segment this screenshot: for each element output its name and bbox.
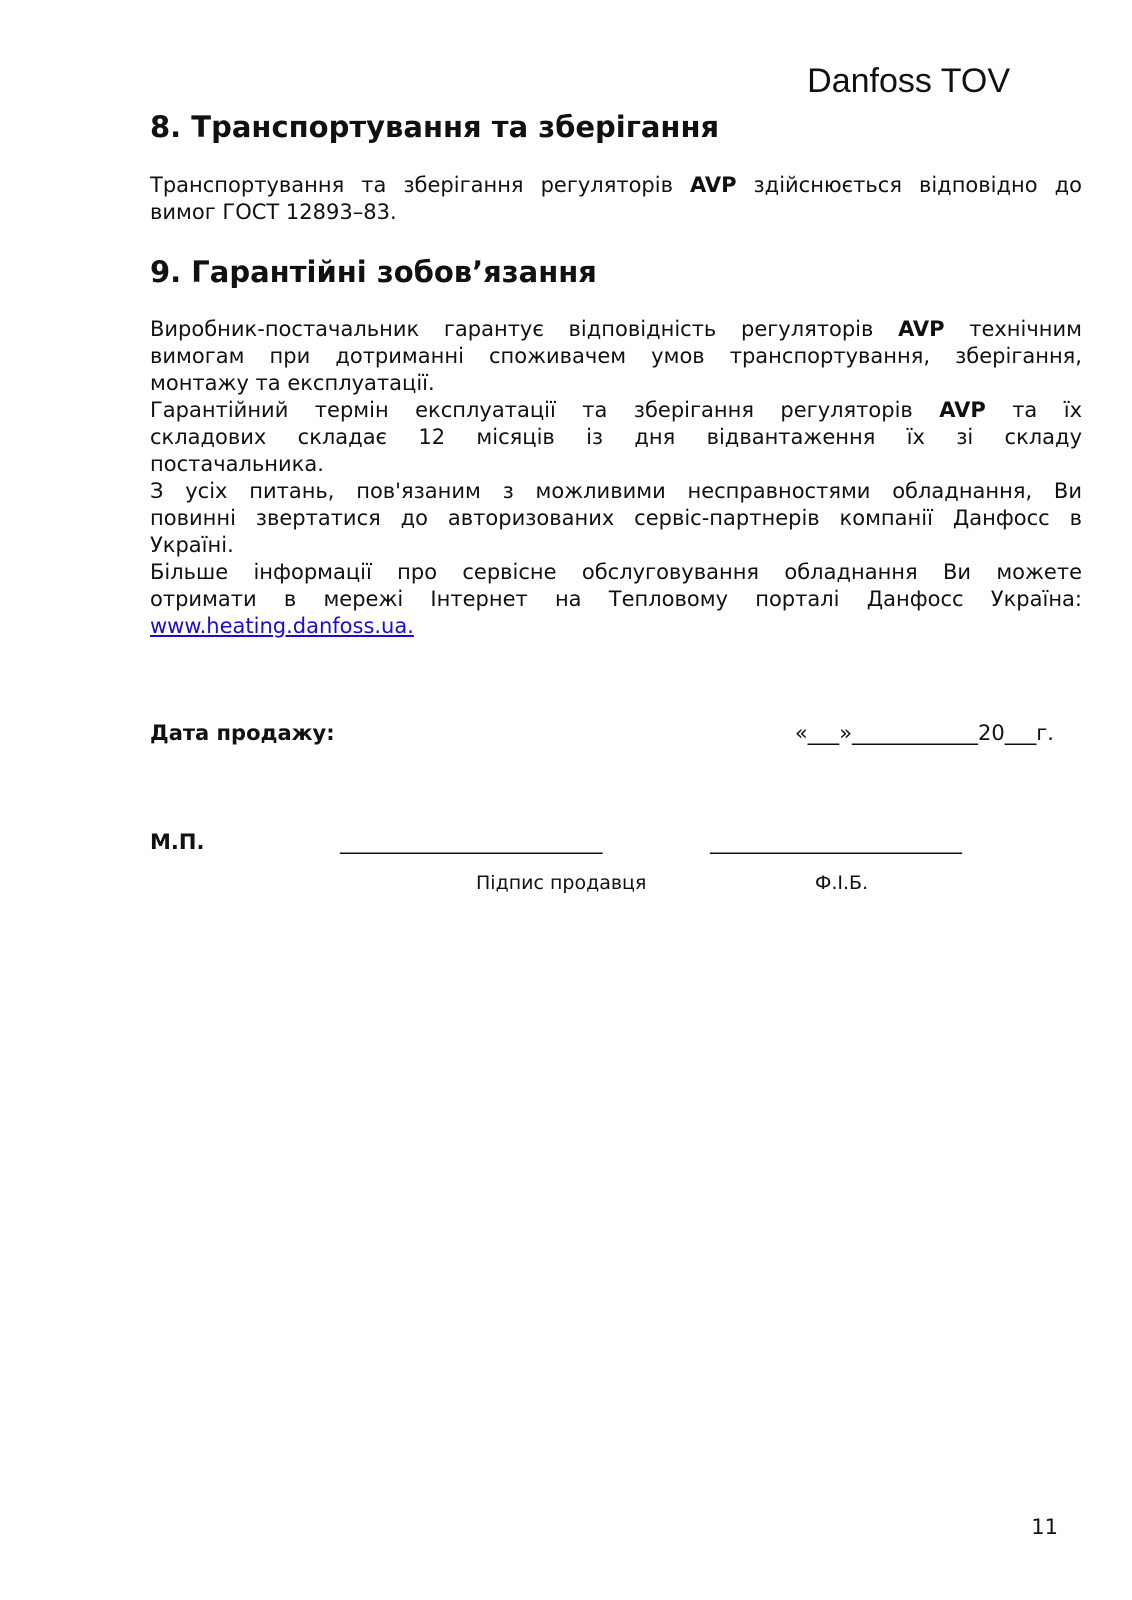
product-name: AVP bbox=[690, 173, 737, 197]
seller-signature-caption: Підпис продавця bbox=[476, 872, 647, 894]
product-name: AVP bbox=[939, 398, 986, 422]
warranty-para-3-line-2: повинні звертатися до авторизованих сервіс-партнерів компанії Данфосс в bbox=[150, 506, 1082, 530]
warranty-para-4-line-1: Більше інформації про сервісне обслуговування обладнання Ви можете bbox=[150, 560, 1082, 584]
warranty-para-1-line-2: вимогам при дотриманні споживачем умов транспортування, зберігання, bbox=[150, 344, 1082, 368]
warranty-para-2-line-1: Гарантійний термін експлуатації та зберігання регуляторів AVP та їх bbox=[150, 398, 1083, 422]
warranty-para-3-line-1: З усіх питань, пов'язаним з можливими несправностями обладнання, Ви bbox=[150, 479, 1082, 503]
sale-date-field: «___»____________20___г. bbox=[794, 721, 1054, 745]
section-8-title: 8. Транспортування та зберігання bbox=[150, 110, 720, 144]
section-9-title: 9. Гарантійні зобов’язання bbox=[150, 255, 597, 289]
warranty-para-4-line-3 bbox=[150, 613, 1082, 640]
section-9-text bbox=[150, 316, 1082, 640]
warranty-para-1-line-3: монтажу та експлуатації. bbox=[150, 371, 435, 395]
page-number: 11 bbox=[1031, 1515, 1058, 1539]
section-8-line-1: Транспортування та зберігання регуляторів AVP здійснюється відповідно до bbox=[150, 173, 1082, 197]
warranty-para-3-line-3: Україні. bbox=[150, 533, 234, 557]
name-caption: Ф.І.Б. bbox=[815, 872, 869, 894]
warranty-para-1-line-1: Виробник-постачальник гарантує відповідність регуляторів AVP технічним bbox=[150, 317, 1082, 341]
section-8-text bbox=[150, 172, 1082, 226]
warranty-para-4-line-2: отримати в мережі Інтернет на Тепловому порталі Данфосс Україна: bbox=[150, 587, 1082, 611]
warranty-para-2-line-2: складових складає 12 місяців із дня відвантаження їх зі складу bbox=[150, 425, 1082, 449]
heating-portal-link[interactable]: www.heating.danfoss.ua. bbox=[150, 614, 414, 638]
warranty-para-2-line-3: постачальника. bbox=[150, 452, 324, 476]
seller-signature-line: _________________________ bbox=[340, 830, 603, 854]
product-name: AVP bbox=[898, 317, 945, 341]
name-signature-line: ________________________ bbox=[710, 830, 962, 854]
header-brand: Danfoss TOV bbox=[807, 62, 1010, 100]
sale-date-label: Дата продажу: bbox=[150, 721, 335, 745]
section-8-line-2: вимог ГОСТ 12893–83. bbox=[150, 200, 397, 224]
stamp-label: М.П. bbox=[150, 830, 205, 854]
